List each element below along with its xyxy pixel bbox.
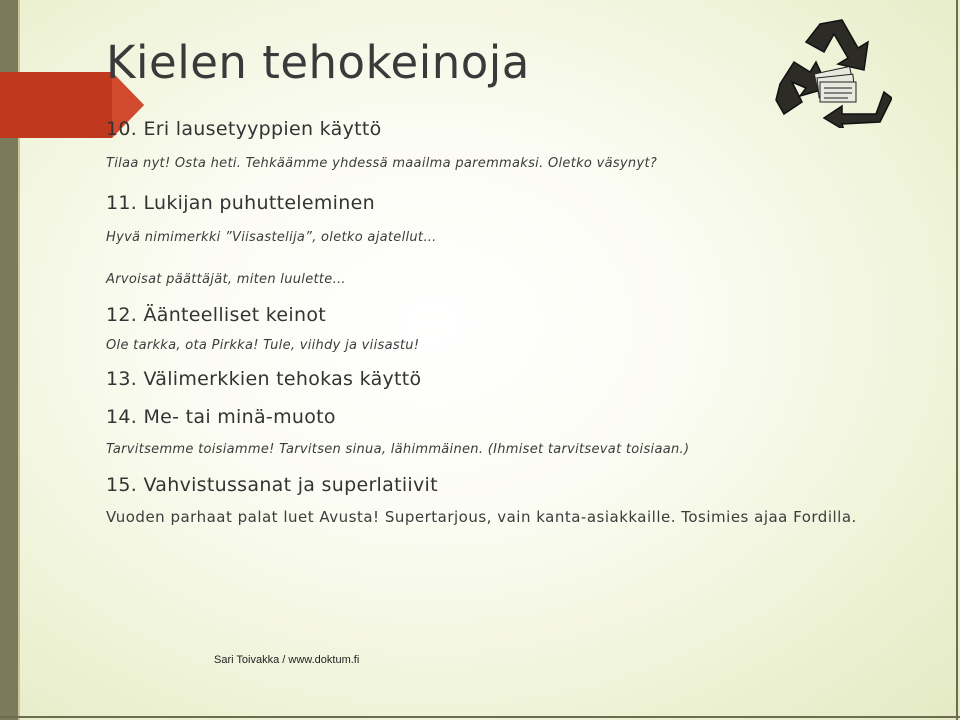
heading-14: 14. Me- tai minä-muoto	[106, 406, 336, 428]
heading-11: 11. Lukijan puhutteleminen	[106, 192, 375, 214]
example-10: Tilaa nyt! Osta heti. Tehkäämme yhdessä maailma paremmaksi. Oletko väsynyt?	[106, 156, 658, 171]
right-border-line	[956, 0, 958, 720]
example-15: Vuoden parhaat palat luet Avusta! Supertarjous, vain kanta-asiakkaille. Tosimies ajaa Fordilla.	[106, 508, 857, 526]
heading-15: 15. Vahvistussanat ja superlatiivit	[106, 474, 438, 496]
example-11b: Arvoisat päättäjät, miten luulette…	[106, 272, 346, 287]
slide-content	[106, 114, 906, 527]
example-11a: Hyvä nimimerkki ”Viisastelija”, oletko ajatellut…	[106, 230, 437, 245]
recycle-icon	[772, 18, 892, 128]
example-14: Tarvitsemme toisiamme! Tarvitsen sinua, lähimmäinen. (Ihmiset tarvitsevat toisiaan.)	[106, 442, 690, 457]
bottom-border-line	[0, 716, 960, 718]
footer-credit: Sari Toivakka / www.doktum.fi	[214, 654, 360, 666]
heading-13: 13. Välimerkkien tehokas käyttö	[106, 368, 422, 390]
example-12: Ole tarkka, ota Pirkka! Tule, viihdy ja viisastu!	[106, 338, 420, 353]
slide-title: Kielen tehokeinoja	[106, 36, 530, 89]
heading-12: 12. Äänteelliset keinot	[106, 304, 326, 326]
heading-10: 10. Eri lausetyyppien käyttö	[106, 118, 382, 140]
